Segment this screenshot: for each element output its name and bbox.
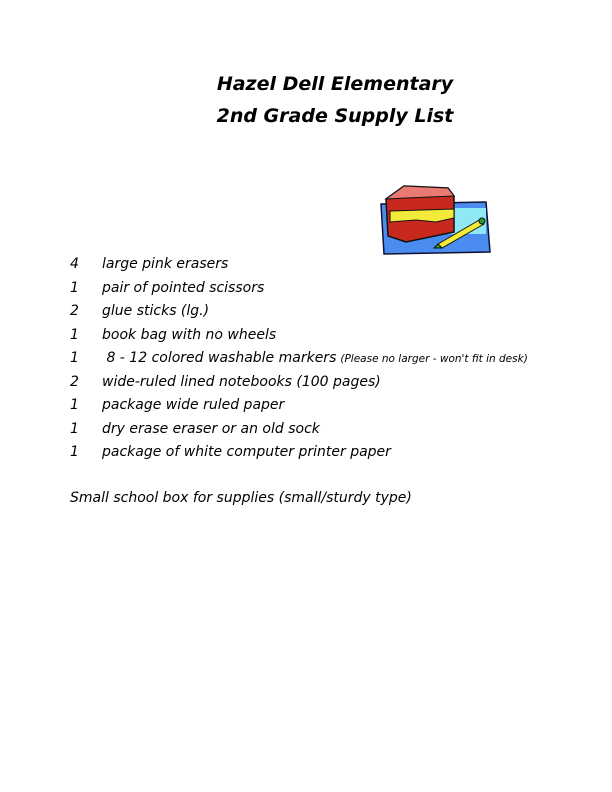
footer-note: Small school box for supplies (small/sturdy type) — [70, 490, 412, 506]
school-box-icon — [376, 184, 496, 259]
item-quantity: 2 — [70, 373, 79, 390]
item-text: wide-ruled lined notebooks (100 pages) — [102, 373, 381, 390]
item-description — [102, 444, 391, 460]
item-text: package wide ruled paper — [102, 397, 285, 413]
item-text: 8 - 12 colored washable markers — [102, 350, 337, 366]
item-text: package of white computer printer paper — [102, 444, 391, 460]
item-quantity: 1 — [70, 397, 79, 413]
item-text: glue sticks (lg.) — [102, 303, 210, 319]
item-text: book bag with no wheels — [102, 326, 277, 343]
item-description — [102, 374, 381, 390]
item-text: dry erase eraser or an old sock — [102, 420, 320, 437]
item-description — [102, 303, 209, 319]
item-quantity: 2 — [70, 303, 79, 319]
item-note: (Please no larger - won't fit in desk) — [340, 353, 528, 365]
item-quantity: 1 — [70, 279, 79, 296]
item-quantity: 1 — [70, 444, 79, 460]
school-name: Hazel Dell Elementary — [216, 73, 454, 95]
page-title: 2nd Grade Supply List — [216, 105, 454, 127]
item-quantity: 4 — [70, 256, 79, 272]
item-text: large pink erasers — [102, 256, 229, 272]
item-quantity: 1 — [70, 350, 79, 366]
item-description — [102, 421, 320, 437]
item-description — [102, 327, 276, 343]
item-quantity: 1 — [70, 326, 79, 343]
item-description — [102, 280, 264, 296]
item-description — [102, 256, 228, 272]
item-text: pair of pointed scissors — [102, 279, 265, 296]
item-quantity: 1 — [70, 420, 79, 437]
item-description — [102, 397, 284, 413]
item-description — [102, 350, 528, 366]
